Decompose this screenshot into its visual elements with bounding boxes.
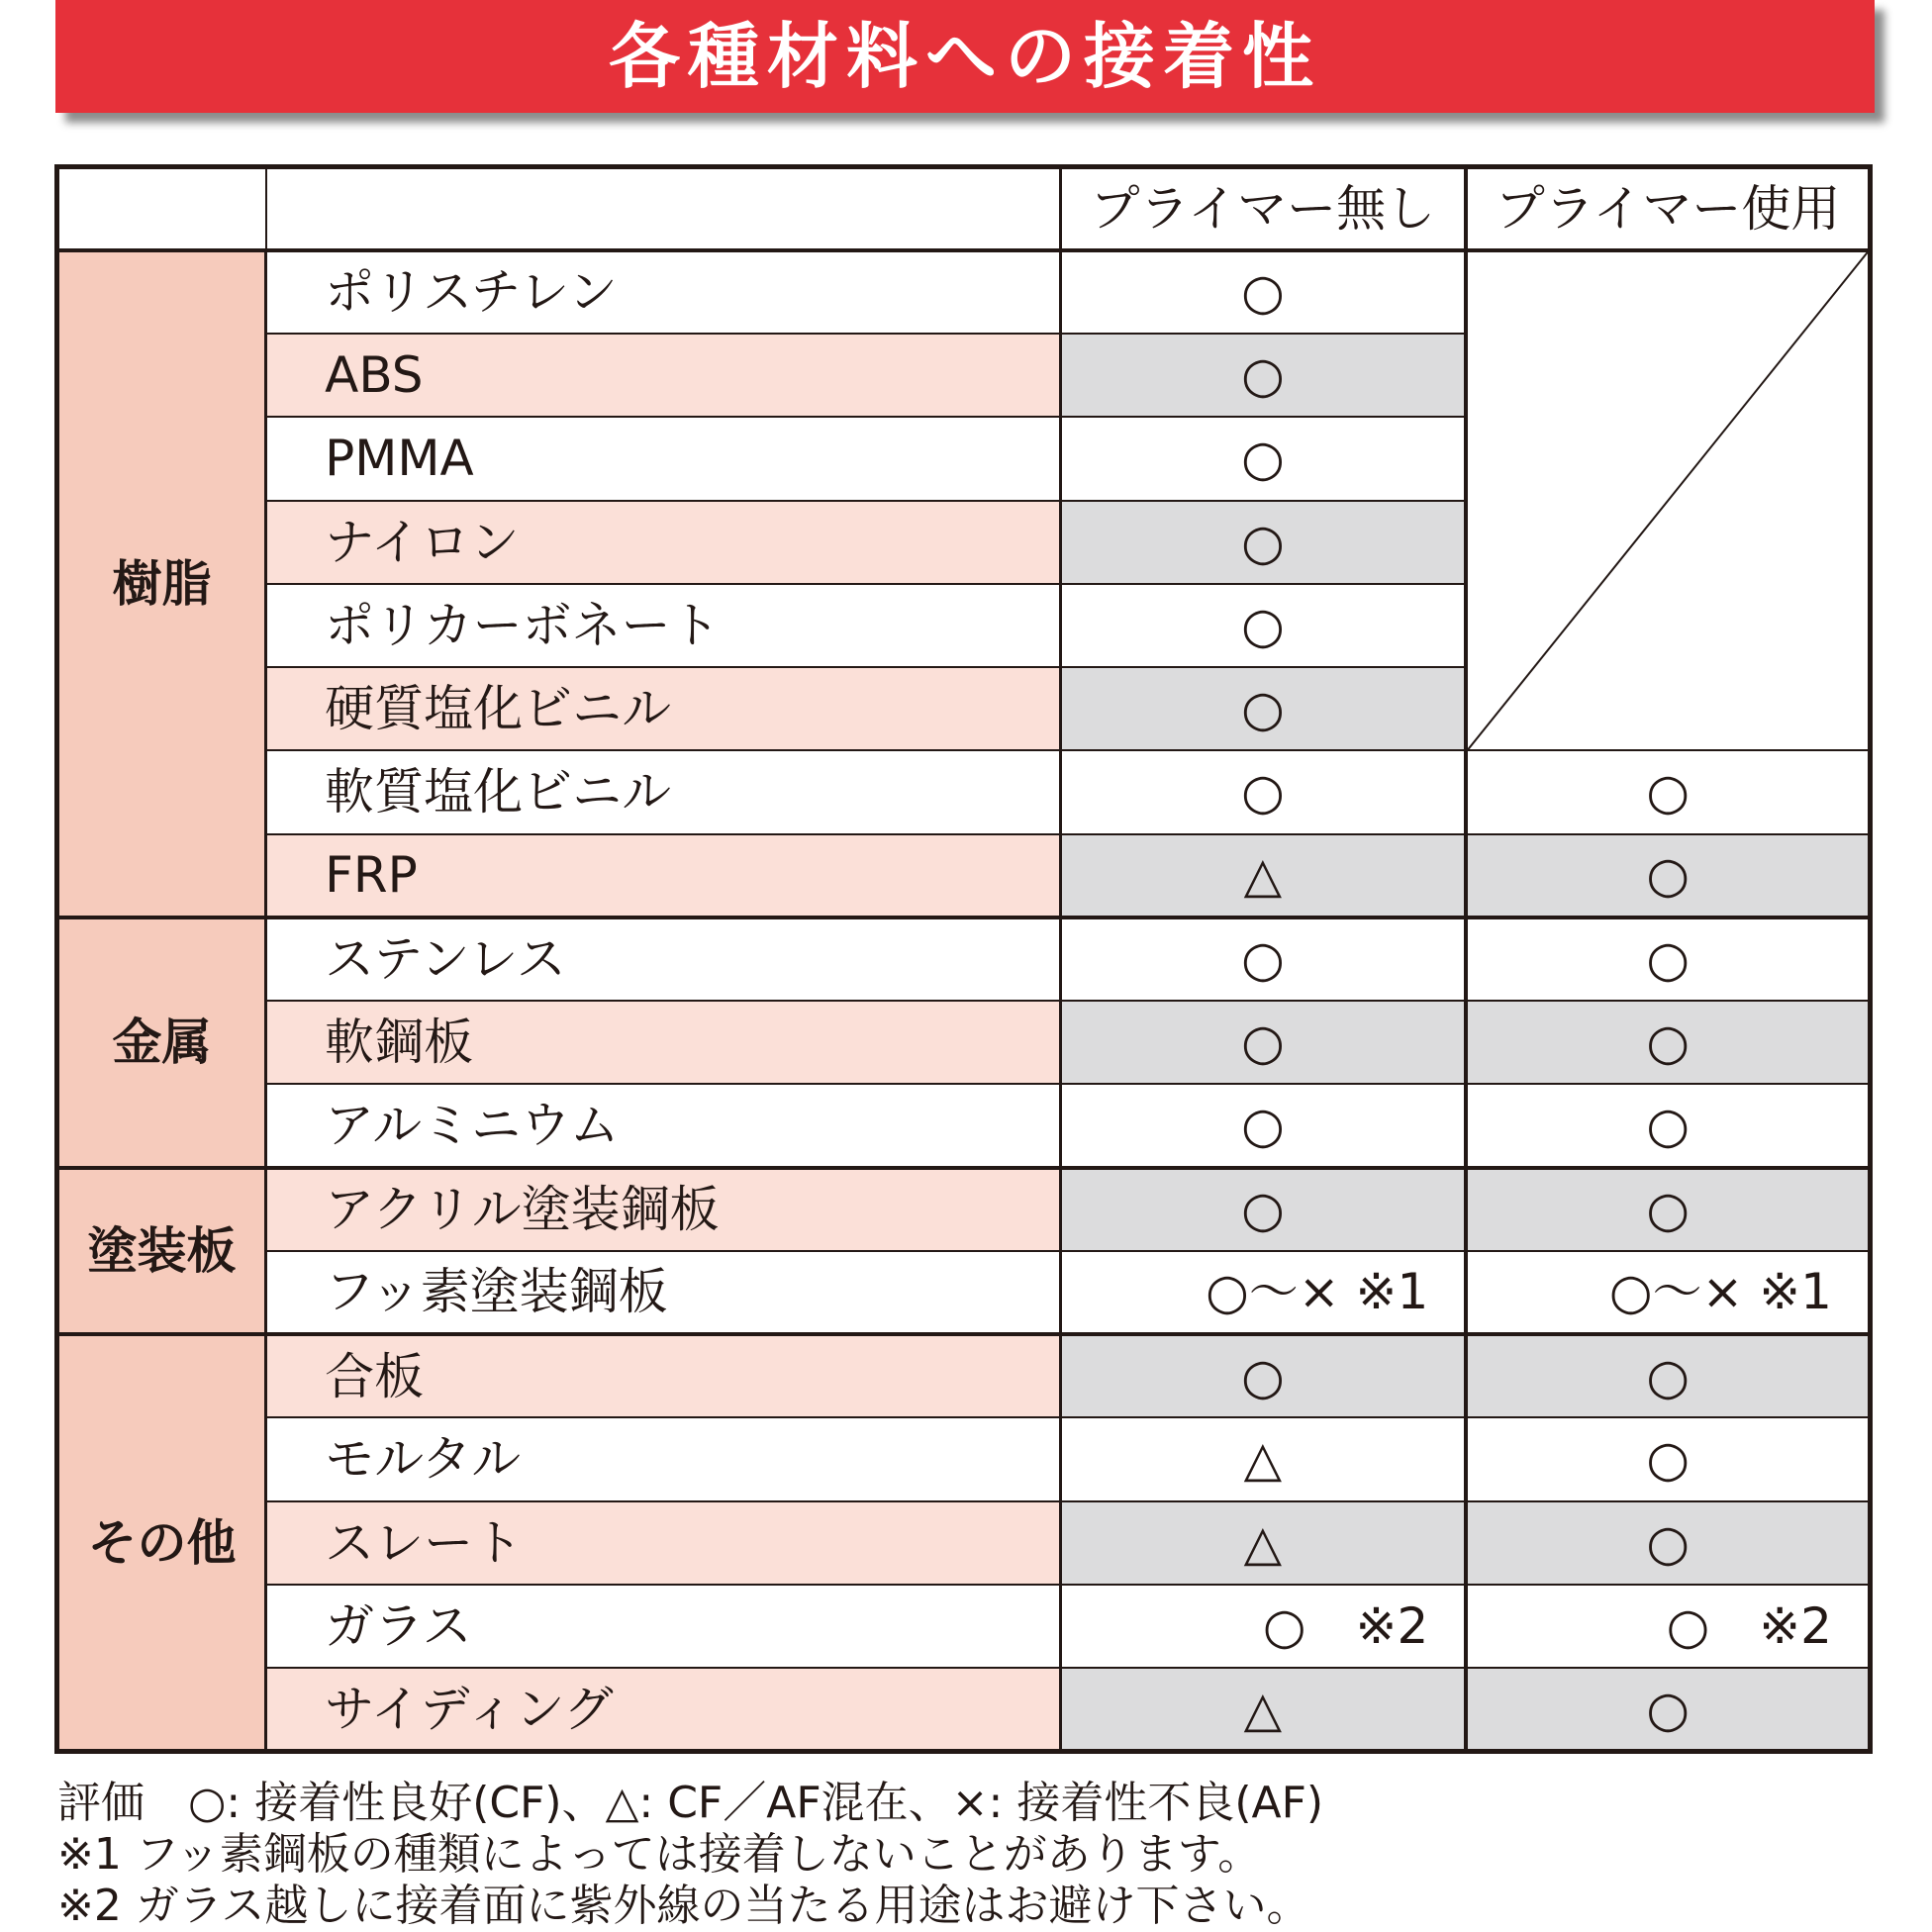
table-row bbox=[57, 1417, 1871, 1500]
page-title: 各種材料への接着性 bbox=[608, 15, 1321, 98]
material-cell: 合板 bbox=[266, 1334, 1060, 1417]
material-cell: ステンレス bbox=[266, 918, 1060, 1001]
no-primer-rating: ○ bbox=[1060, 417, 1466, 500]
no-primer-rating: ○ bbox=[1060, 1001, 1466, 1084]
primer-rating: ○ bbox=[1466, 1084, 1870, 1167]
no-primer-rating: △ bbox=[1060, 834, 1466, 918]
table-row bbox=[57, 918, 1871, 1001]
header-primer-used: プライマー使用 bbox=[1466, 167, 1870, 250]
primer-rating: ○ bbox=[1466, 1001, 1870, 1084]
primer-rating: ○～× ※1 bbox=[1466, 1251, 1870, 1334]
material-cell: フッ素塗装鋼板 bbox=[266, 1251, 1060, 1334]
material-cell: FRP bbox=[266, 834, 1060, 918]
material-cell: ガラス bbox=[266, 1585, 1060, 1668]
material-cell: ポリカーボネート bbox=[266, 584, 1060, 667]
material-cell: 軟鋼板 bbox=[266, 1001, 1060, 1084]
header-empty-cell bbox=[266, 167, 1060, 250]
no-primer-rating: ○ bbox=[1060, 501, 1466, 584]
primer-rating: ○ ※2 bbox=[1466, 1585, 1870, 1668]
primer-rating: ○ bbox=[1466, 1501, 1870, 1585]
material-cell: PMMA bbox=[266, 417, 1060, 500]
no-primer-rating: ○ bbox=[1060, 334, 1466, 417]
material-cell: 硬質塩化ビニル bbox=[266, 667, 1060, 750]
footnote-legend: 評価 ○: 接着性良好(CF)、△: CF／AF混在、×: 接着性不良(AF) bbox=[57, 1778, 1324, 1828]
no-primer-rating: ○ bbox=[1060, 750, 1466, 833]
no-primer-rating: ○ bbox=[1060, 1084, 1466, 1167]
material-cell: アルミニウム bbox=[266, 1084, 1060, 1167]
no-primer-rating: △ bbox=[1060, 1668, 1466, 1752]
primer-rating: ○ bbox=[1466, 750, 1870, 833]
no-primer-rating: ○ bbox=[1060, 584, 1466, 667]
primer-rating: ○ bbox=[1466, 834, 1870, 918]
primer-rating: ○ bbox=[1466, 1168, 1870, 1251]
footnote-2: ※2 ガラス越しに接着面に紫外線の当たる用途はお避け下さい。 bbox=[57, 1881, 1310, 1931]
material-cell: 軟質塩化ビニル bbox=[266, 750, 1060, 833]
material-cell: モルタル bbox=[266, 1417, 1060, 1500]
no-primer-rating: ○～× ※1 bbox=[1060, 1251, 1466, 1334]
primer-rating: ○ bbox=[1466, 1668, 1870, 1752]
table-row bbox=[57, 1334, 1871, 1417]
material-cell: サイディング bbox=[266, 1668, 1060, 1752]
footnote-1: ※1 フッ素鋼板の種類によっては接着しないことがあります。 bbox=[57, 1829, 1262, 1880]
category-cell: 樹脂 bbox=[57, 250, 266, 918]
adhesion-table bbox=[54, 164, 1873, 1754]
table-row bbox=[57, 1168, 1871, 1251]
table-row bbox=[57, 1501, 1871, 1585]
no-primer-rating: ○ bbox=[1060, 1168, 1466, 1251]
table-row bbox=[57, 1585, 1871, 1668]
material-cell: ナイロン bbox=[266, 501, 1060, 584]
no-primer-rating: △ bbox=[1060, 1417, 1466, 1500]
no-primer-rating: ○ bbox=[1060, 1334, 1466, 1417]
diagonal-slash bbox=[1468, 252, 1868, 750]
title-banner bbox=[55, 0, 1875, 113]
primer-rating: ○ bbox=[1466, 1334, 1870, 1417]
primer-rating: ○ bbox=[1466, 918, 1870, 1001]
category-cell: その他 bbox=[57, 1334, 266, 1752]
material-cell: ポリスチレン bbox=[266, 250, 1060, 334]
material-cell: アクリル塗装鋼板 bbox=[266, 1168, 1060, 1251]
material-cell: スレート bbox=[266, 1501, 1060, 1585]
footnotes bbox=[57, 1778, 1898, 1932]
not-applicable-cell bbox=[1466, 250, 1870, 751]
table-row bbox=[57, 750, 1871, 833]
category-cell: 金属 bbox=[57, 918, 266, 1168]
table-row bbox=[57, 1668, 1871, 1752]
no-primer-rating: ○ bbox=[1060, 918, 1466, 1001]
header-empty-cell bbox=[57, 167, 266, 250]
table-row bbox=[57, 250, 1871, 334]
primer-rating: ○ bbox=[1466, 1417, 1870, 1500]
table-row bbox=[57, 1251, 1871, 1334]
material-cell: ABS bbox=[266, 334, 1060, 417]
table-header-row bbox=[57, 167, 1871, 250]
no-primer-rating: ○ bbox=[1060, 667, 1466, 750]
header-primer-none: プライマー無し bbox=[1060, 167, 1466, 250]
table-row bbox=[57, 1084, 1871, 1167]
no-primer-rating: ○ ※2 bbox=[1060, 1585, 1466, 1668]
no-primer-rating: △ bbox=[1060, 1501, 1466, 1585]
table-row bbox=[57, 1001, 1871, 1084]
diagonal-line bbox=[1468, 252, 1868, 750]
no-primer-rating: ○ bbox=[1060, 250, 1466, 334]
category-cell: 塗装板 bbox=[57, 1168, 266, 1335]
table-row bbox=[57, 834, 1871, 918]
